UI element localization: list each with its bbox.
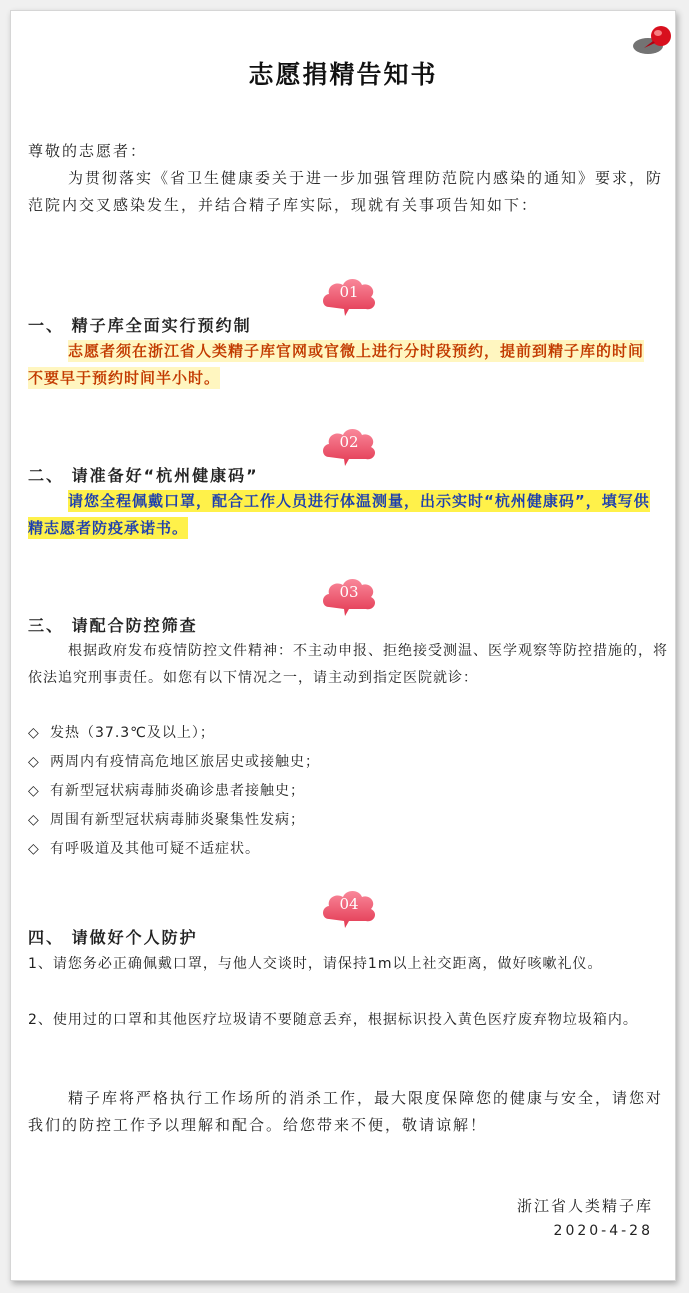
- signature-date: 2020-4-28: [553, 1223, 653, 1239]
- section-heading-2: 二、 请准备好“杭州健康码”: [28, 466, 259, 485]
- badge-cloud-04: [319, 881, 379, 931]
- section-heading-1: 一、 精子库全面实行预约制: [28, 316, 252, 335]
- badge-number: 04: [339, 895, 359, 913]
- page-title: 志愿捐精告知书: [248, 60, 438, 89]
- highlight-text-2: [28, 488, 658, 542]
- signature-org: 浙江省人类精子库: [516, 1197, 653, 1215]
- list-item: [28, 719, 320, 748]
- protection-item-2: 2、使用过的口罩和其他医疗垃圾请不要随意丢弃，根据标识投入黄色医疗废弃物垃圾箱内。: [28, 1012, 638, 1028]
- intro-paragraph: 为贯彻落实《省卫生健康委关于进一步加强管理防范院内感染的通知》要求，防范院内交叉感染发生，并结合精子库实际，现就有关事项告知如下：: [28, 169, 664, 214]
- list-item: [28, 835, 320, 864]
- list-item-text: 周围有新型冠状病毒肺炎聚集性发病；: [50, 812, 305, 828]
- badge-cloud-01: [319, 269, 379, 319]
- highlight-text-1: [28, 338, 658, 392]
- closing-paragraph: 精子库将严格执行工作场所的消杀工作，最大限度保障您的健康与安全，请您对我们的防控工作予以理解和配合。给您带来不便，敬请谅解！: [28, 1089, 664, 1134]
- badge-number: 03: [339, 583, 359, 601]
- list-item-text: 有新型冠状病毒肺炎确诊患者接触史；: [50, 783, 305, 799]
- list-item-text: 发热（37.3℃及以上）；: [50, 725, 215, 741]
- list-item-text: 有呼吸道及其他可疑不适症状。: [50, 841, 260, 857]
- list-item: [28, 748, 320, 777]
- badge-cloud-03: [319, 569, 379, 619]
- diamond-bullet-icon: ◇: [28, 754, 40, 770]
- list-item: [28, 806, 320, 835]
- highlight-span-1: 志愿者须在浙江省人类精子库官网或官微上进行分时段预约，提前到精子库的时间不要早于预约时间半小时。: [28, 342, 645, 387]
- section-heading-4: 四、 请做好个人防护: [28, 928, 198, 947]
- badge-number: 01: [339, 283, 359, 301]
- section-3-body: 根据政府发布疫情防控文件精神：不主动申报、拒绝接受测温、医学观察等防控措施的，将依法追究刑事责任。如您有以下情况之一，请主动到指定医院就诊：: [28, 643, 668, 686]
- notice-page: [10, 10, 676, 1281]
- greeting: 尊敬的志愿者：: [28, 142, 148, 160]
- list-item-text: 两周内有疫情高危地区旅居史或接触史；: [50, 754, 320, 770]
- badge-cloud-02: [319, 419, 379, 469]
- highlight-span-2: 请您全程佩戴口罩，配合工作人员进行体温测量，出示实时“杭州健康码”，填写供精志愿者防疫承诺书。: [28, 492, 650, 537]
- list-item: [28, 777, 320, 806]
- symptom-list: [28, 719, 320, 864]
- diamond-bullet-icon: ◇: [28, 812, 40, 828]
- badge-number: 02: [339, 433, 359, 451]
- diamond-bullet-icon: ◇: [28, 841, 40, 857]
- protection-item-1: 1、请您务必正确佩戴口罩，与他人交谈时，请保持1m以上社交距离，做好咳嗽礼仪。: [28, 956, 603, 972]
- diamond-bullet-icon: ◇: [28, 725, 40, 741]
- pushpin-icon: [631, 19, 679, 59]
- section-heading-3: 三、 请配合防控筛查: [28, 616, 198, 635]
- diamond-bullet-icon: ◇: [28, 783, 40, 799]
